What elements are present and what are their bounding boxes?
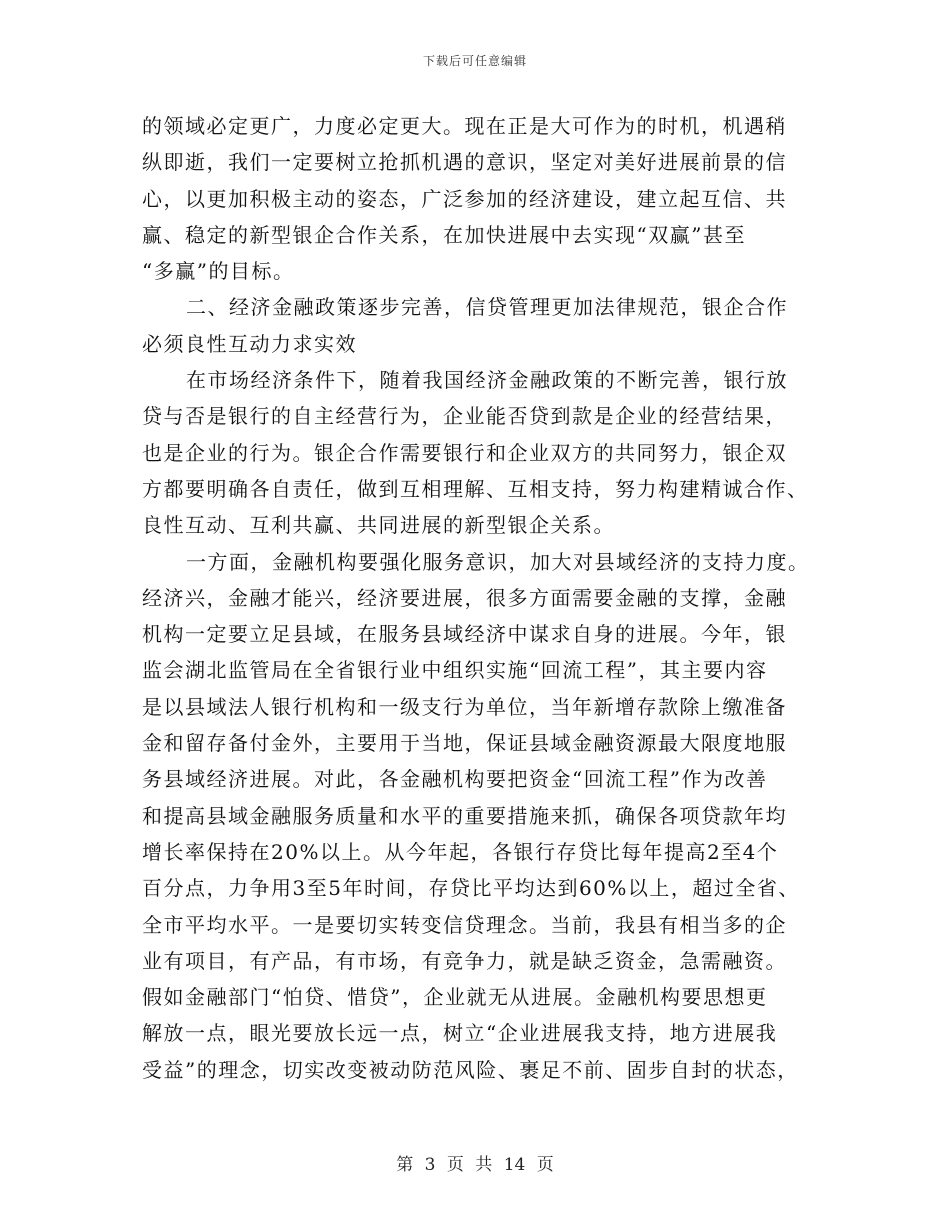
text-line: 监会湖北监管局在全省银行业中组织实施“回流工程”，其主要内容	[142, 658, 768, 683]
text-line: 假如金融部门“怕贷、惜贷”，企业就无从进展。金融机构要思想更	[142, 985, 768, 1010]
text-line: 在市场经济条件下，随着我国经济金融政策的不断完善，银行放	[186, 368, 788, 393]
document-body	[142, 108, 812, 1088]
text-line: 也是企业的行为。银企合作需要银行和企业双方的共同努力，银企双	[142, 440, 787, 465]
page-header: 下载后可任意编辑	[422, 54, 527, 68]
section-heading-line: 二、经济金融政策逐步完善，信贷管理更加法律规范，银企合作	[186, 295, 788, 320]
text-line: 全市平均水平。一是要切实转变信贷理念。当前，我县有相当多的企	[142, 912, 787, 937]
text-line: 良性互动、互利共赢、共同进展的新型银企关系。	[142, 513, 615, 538]
text-line: “多赢”的目标。	[142, 259, 295, 284]
text-line: 受益”的理念，切实改变被动防范风险、裹足不前、固步自封的状态，	[142, 1057, 799, 1082]
section-heading-line: 必须良性互动力求实效	[142, 331, 357, 356]
text-line: 增长率保持在20%以上。从今年起，各银行存贷比每年提高2至4个	[142, 839, 779, 864]
text-line: 赢、稳定的新型银企合作关系，在加快进展中去实现“双赢”甚至	[142, 222, 746, 247]
text-line: 的领域必定更广，力度必定更大。现在正是大可作为的时机，机遇稍	[142, 114, 787, 138]
text-line: 务县域经济进展。对此，各金融机构要把资金“回流工程”作为改善	[142, 767, 768, 792]
text-line: 一方面，金融机构要强化服务意识，加大对县域经济的支持力度。	[186, 549, 810, 574]
text-line: 百分点，力争用3至5年时间，存贷比平均达到60%以上，超过全省、	[142, 876, 800, 901]
text-line: 方都要明确各自责任，做到互相理解、互相支持，努力构建精诚合作、	[142, 476, 809, 501]
text-line: 金和留存备付金外，主要用于当地，保证县域金融资源最大限度地服	[142, 731, 787, 756]
text-line: 机构一定要立足县域，在服务县域经济中谋求自身的进展。今年，银	[142, 622, 787, 647]
page-number-footer: 第 3 页 共 14 页	[396, 1155, 554, 1175]
text-line: 和提高县域金融服务质量和水平的重要措施来抓，确保各项贷款年均	[142, 803, 787, 828]
text-line: 经济兴，金融才能兴，经济要进展，很多方面需要金融的支撑，金融	[142, 585, 787, 610]
text-line: 业有项目，有产品，有市场，有竞争力，就是缺乏资金，急需融资。	[142, 948, 787, 973]
text-line: 是以县域法人银行机构和一级支行为单位，当年新增存款除上缴准备	[142, 694, 787, 719]
text-line: 纵即逝，我们一定要树立抢抓机遇的意识，坚定对美好进展前景的信	[142, 150, 787, 175]
text-line: 解放一点，眼光要放长远一点，树立“企业进展我支持，地方进展我	[142, 1021, 778, 1046]
text-line: 贷与否是银行的自主经营行为，企业能否贷到款是企业的经营结果，	[142, 404, 787, 429]
text-line: 心，以更加积极主动的姿态，广泛参加的经济建设，建立起互信、共	[142, 186, 787, 211]
